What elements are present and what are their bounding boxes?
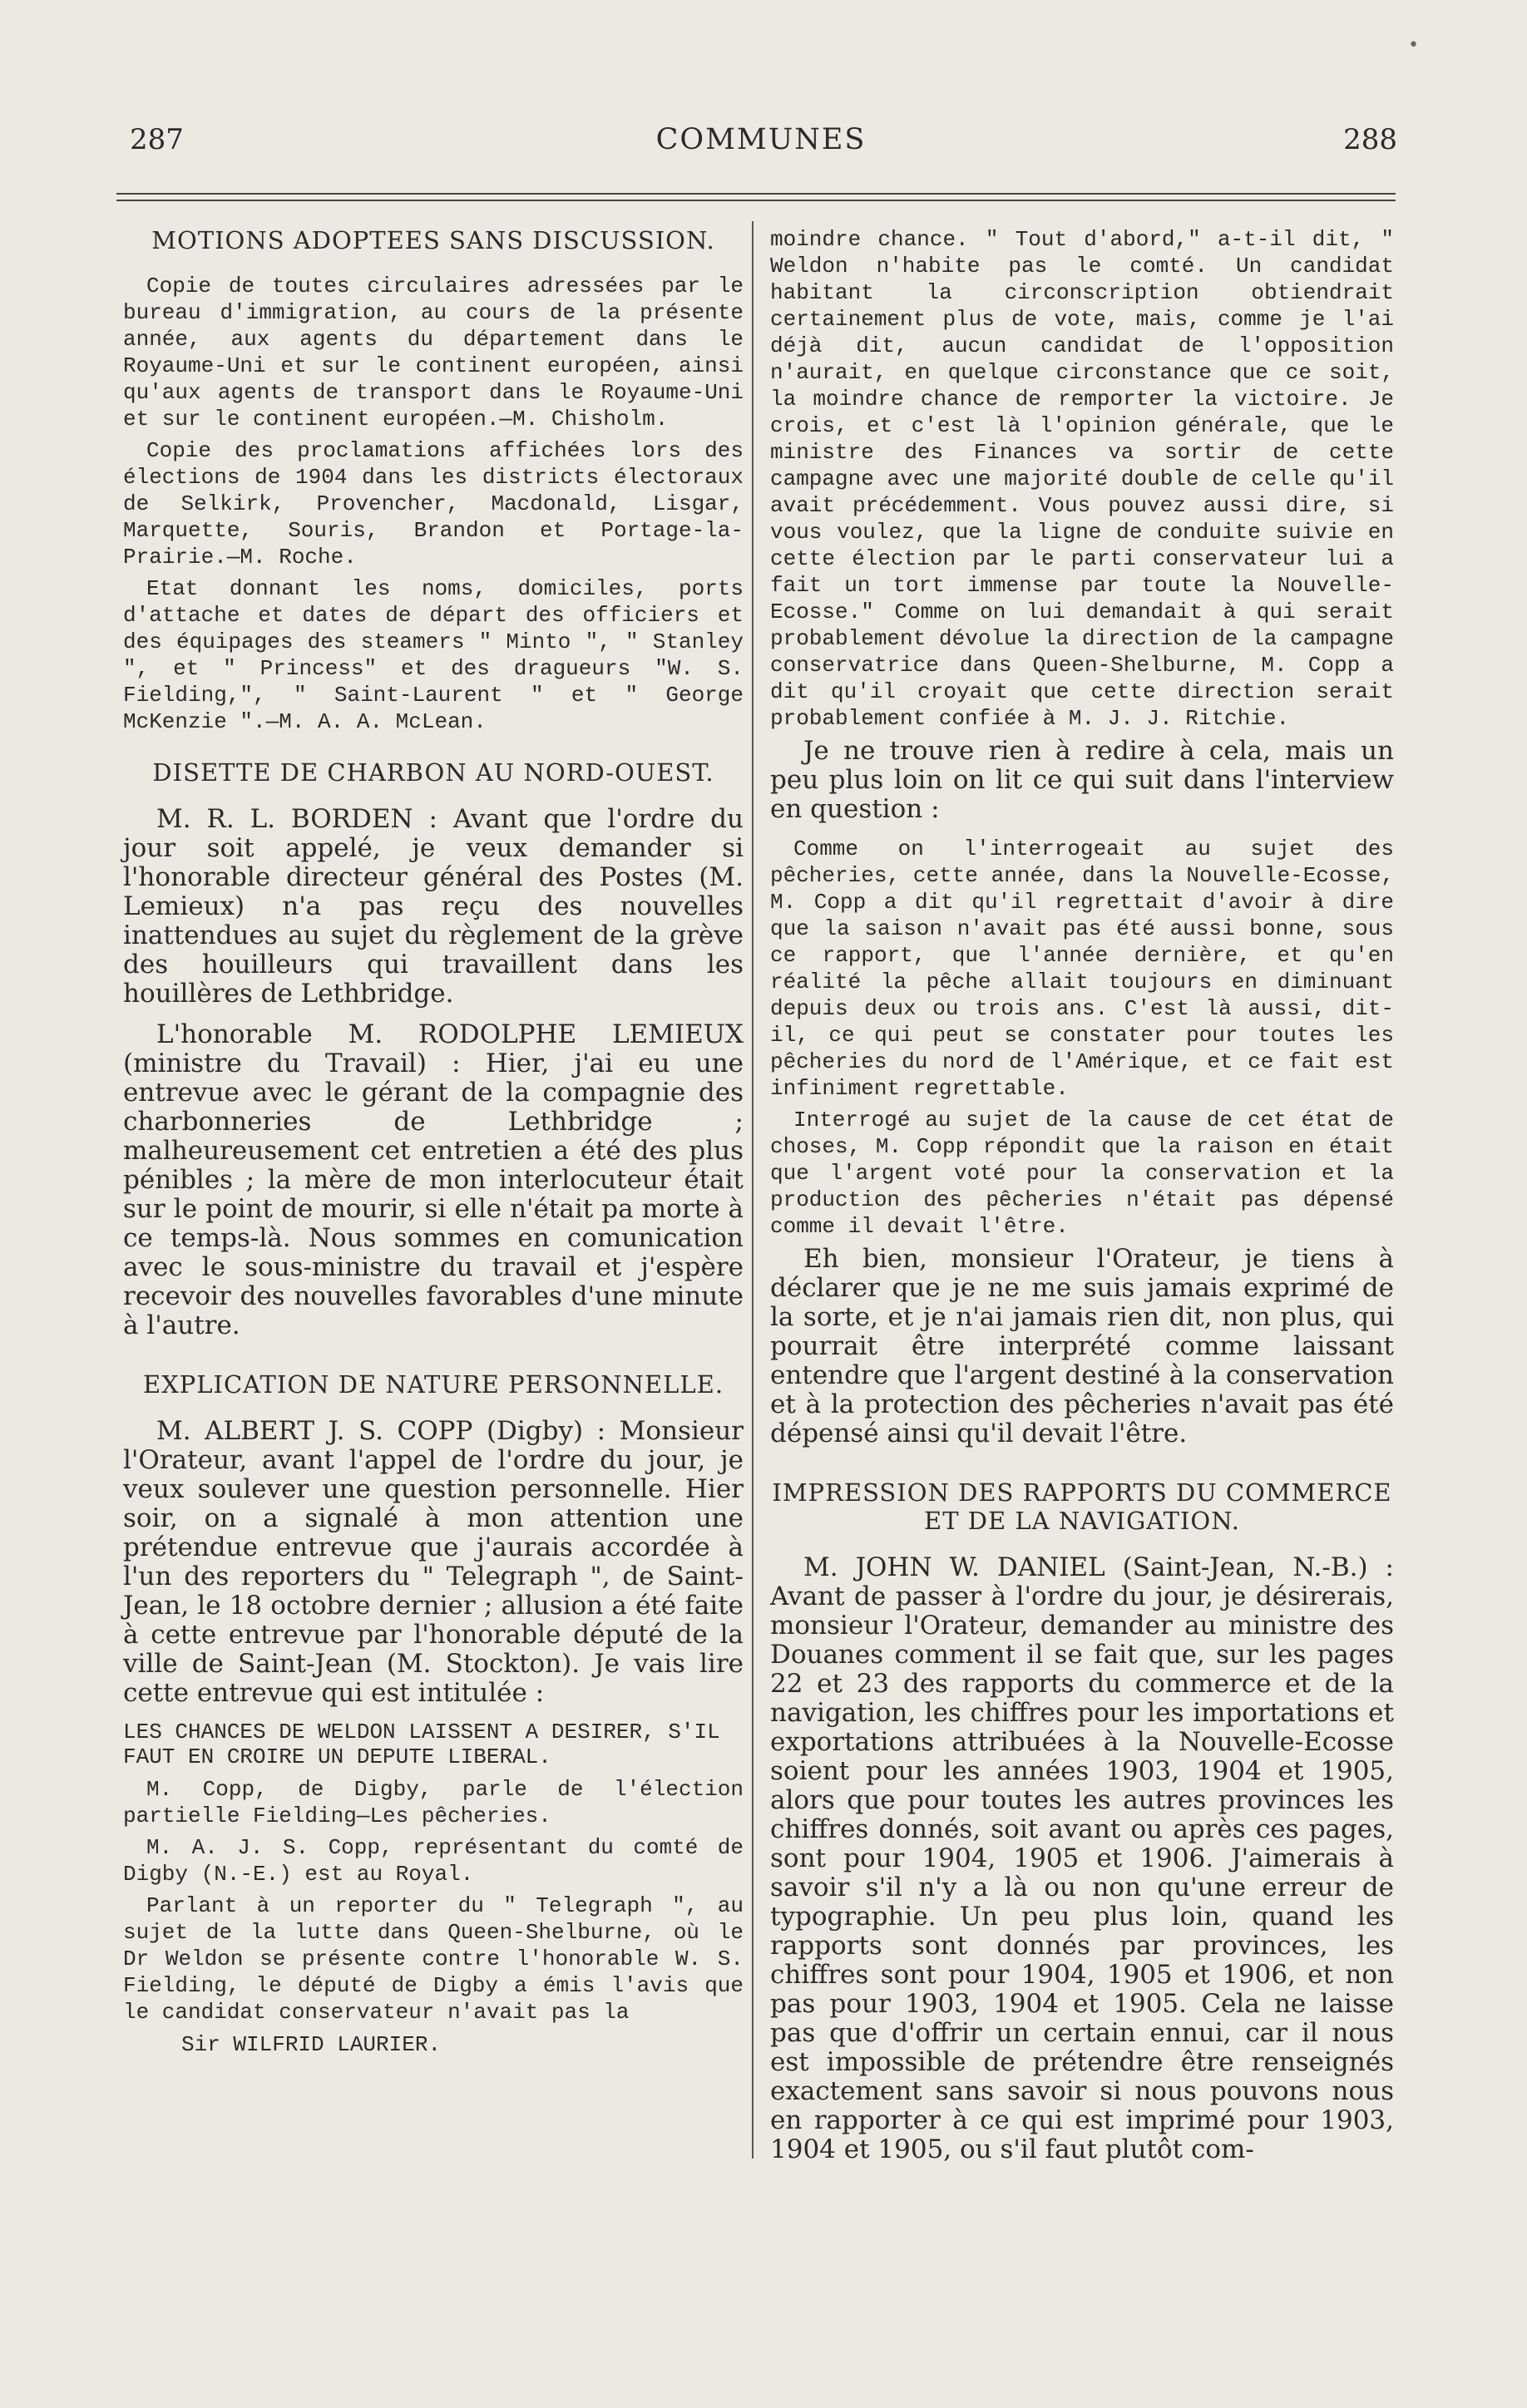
copp-comment [770,737,1394,824]
page-number-right: 288 [1343,123,1397,156]
motion-roche: Copie des proclamations affichées lors des élections de 1904 dans les districts électoraux de Selkirk, Provencher, Macdonald, Lisgar, Marquette, Souris, Brandon et Portage-la-Prairie.—M. Roche. [123,438,744,570]
quote-fisheries-1: Comme on l'interrogeait au sujet des pêcheries, cette année, dans la Nouvelle-Ecosse, M. Copp a dit qu'il regrettait d'avoir à dire que la saison n'avait pas été aussi bonne, sous ce rapport, que l'année dernière, et qu'en réalité la pêche allait toujours en diminuant depuis deux ou trois ans. C'est là aussi, dit-il, ce qui peut se constater pour toutes les pêcheries du nord de l'Amérique, et ce fait est infiniment regrettable. [770,836,1394,1101]
quote-continued: moindre chance. " Tout d'abord," a-t-il dit, " Weldon n'habite pas le comté. Un candidat habitant la circonscription obtiendrait certainement plus de vote, mais, comme je l'ai déjà dit, aucun candidat de l'opposition n'aurait, en quelque circonstance que ce soit, la moindre chance de remporter la victoire. Je crois, et c'est là l'opinion générale, que le ministre des Finances va sortir de cette campagne avec une majorité double de celle qu'il avait précédemment. Vous pouvez aussi dire, si vous voulez, que la ligne de conduite suivie en cette élection par le parti conservateur lui a fait un tort immense par toute la Nouvelle-Ecosse." Comme on lui demandait à qui serait probablement dévolue la direction de la campagne conservatrice dans Queen-Shelburne, M. Copp a dit qu'il croyait que cette direction serait probablement confiée à M. J. J. Ritchie. [770,227,1394,731]
signature-laurier: Sir WILFRID LAURIER. [181,2032,442,2057]
right-column [770,226,1394,2176]
quote-fisheries-2: Interrogé au sujet de la cause de cet état de choses, M. Copp répondit que la raison en était que l'argent voté pour la conservation et la production des pêcheries n'était pas dépensé comme il devait l'être. [770,1108,1394,1239]
left-column [123,226,744,2057]
paragraph-denial: Eh bien, monsieur l'Orateur, je tiens à déclarer que je ne me suis jamais exprimé de la sorte, et je n'ai jamais rien dit, non plus, qui pourrait être interprété comme laissant entendre que l'argent destiné à la conservation et à la protection des pêcheries n'avait pas été dépensé ainsi qu'il devait l'être. [770,1244,1394,1448]
quote-line-1: M. Copp, de Digby, parle de l'élection partielle Fielding—Les pêcheries. [123,1777,744,1828]
quote-line-2: M. A. J. S. Copp, représentant du comté de Digby (N.-E.) est au Royal. [123,1835,744,1887]
quote-fisheries [770,836,1394,1240]
paragraph-borden: M. R. L. BORDEN : Avant que l'ordre du jour soit appelé, je veux demander si l'honorable directeur général des Postes (M. Lemieux) n'a pas reçu des nouvelles inattendues au sujet du règlement de la grève des houilleurs qui travaillent dans les houillères de Lethbridge. [123,804,744,1009]
explication-section [123,1417,744,1708]
motion-mclean: Etat donnant les noms, domiciles, ports d'attache et dates de départ des officiers et des équipages des steamers " Minto ", " Stanley ", et " Princess" et des dragueurs "W. S. Fielding,", " Saint-Laurent " et " George McKenzie ".—M. A. A. McLean. [123,576,744,734]
copp-denial [770,1245,1394,1448]
paragraph-daniel: M. JOHN W. DANIEL (Saint-Jean, N.-B.) : Avant de passer à l'ordre du jour, je désirerais, monsieur l'Orateur, demander au ministre des Douanes comment il se fait que, sur les pages 22 et 23 des rapports du commerce et de la navigation, les chiffres pour les importations et exportations attribuées à la Nouvelle-Ecosse soient pour les années 1903, 1904 et 1905, alors que pour toutes les autres provinces les chiffres donnés, soit avant ou après ces pages, sont pour 1904, 1905 et 1906. J'aimerais à savoir s'il n'y a là ou non qu'une erreur de typographie. Un peu plus loin, quand les rapports sont donnés par provinces, les chiffres sont pour 1904, 1905 et 1906, et non pas pour 1903, 1904 et 1905. Cela ne laisse pas que d'offrir un certain ennui, car il nous est impossible de prétendre être renseignés exactement sans savoir si nous pouvons nous en rapporter à ce qui est imprimé pour 1903, 1904 et 1905, ou s'il faut plutôt com- [770,1552,1394,2164]
quote-body [123,1776,744,2026]
heading-disette: DISETTE DE CHARBON AU NORD-OUEST. [152,758,714,787]
impression-section [770,1553,1394,2164]
heading-explication: EXPLICATION DE NATURE PERSONNELLE. [142,1370,724,1399]
quote-title: LES CHANCES DE WELDON LAISSENT A DESIRER, S'IL FAUT EN CROIRE UN DEPUTE LIBERAL. [123,1720,720,1769]
quote-continuation [770,226,1394,732]
header-rule-bottom [116,200,1396,201]
motions-list [123,273,744,735]
heading-impression: IMPRESSION DES RAPPORTS DU COMMERCE ET DE LA NAVIGATION. [772,1478,1392,1535]
motion-chisholm: Copie de toutes circulaires adressées par le bureau d'immigration, au cours de la présente année, aux agents du département dans le Royaume-Uni et sur le continent européen, ainsi qu'aux agents de transport dans le Royaume-Uni et sur le continent européen.—M. Chisholm. [123,274,744,432]
margin-mark: • [1408,35,1419,56]
paragraph-lemieux: L'honorable M. RODOLPHE LEMIEUX (ministre du Travail) : Hier, j'ai eu une entrevue avec le gérant de la compagnie des charbonneries de Lethbridge ; malheureusement cet entretien a été des plus pénibles ; la mère de mon interlocuteur était sur le point de mourir, si elle n'était pa morte à ce temps-là. Nous sommes en comunication avec le sous-ministre du travail et j'espère recevoir des nouvelles favorables d'une minute à l'autre. [123,1019,744,1340]
page-header [125,123,1397,165]
heading-motions: MOTIONS ADOPTEES SANS DISCUSSION. [151,226,715,254]
quote-line-3: Parlant à un reporter du " Telegraph ", au sujet de la lutte dans Queen-Shelburne, où le Dr Weldon se présente contre l'honorable W. S. Fielding, le député de Digby a émis l'avis que le candidat conservateur n'avait pas la [123,1893,744,2025]
header-rule-top [116,193,1396,195]
column-divider [752,221,754,2159]
paragraph-copp: M. ALBERT J. S. COPP (Digby) : Monsieur l'Orateur, avant l'appel de l'ordre du jour, je veux soulever une question personnelle. Hier soir, on a signalé à mon attention une prétendue entrevue que j'aurais accordée à l'un des reporters du " Telegraph ", de Saint-Jean, le 18 octobre dernier ; allusion a été faite à cette entrevue par l'honorable député de la ville de Saint-Jean (M. Stockton). Je vais lire cette entrevue qui est intitulée : [123,1416,744,1708]
page-number-left: 287 [130,123,184,156]
paragraph-redire: Je ne trouve rien à redire à cela, mais un peu plus loin on lit ce qui suit dans l'interview en question : [770,736,1394,824]
disette-section [123,805,744,1340]
running-title: COMMUNES [655,123,867,156]
